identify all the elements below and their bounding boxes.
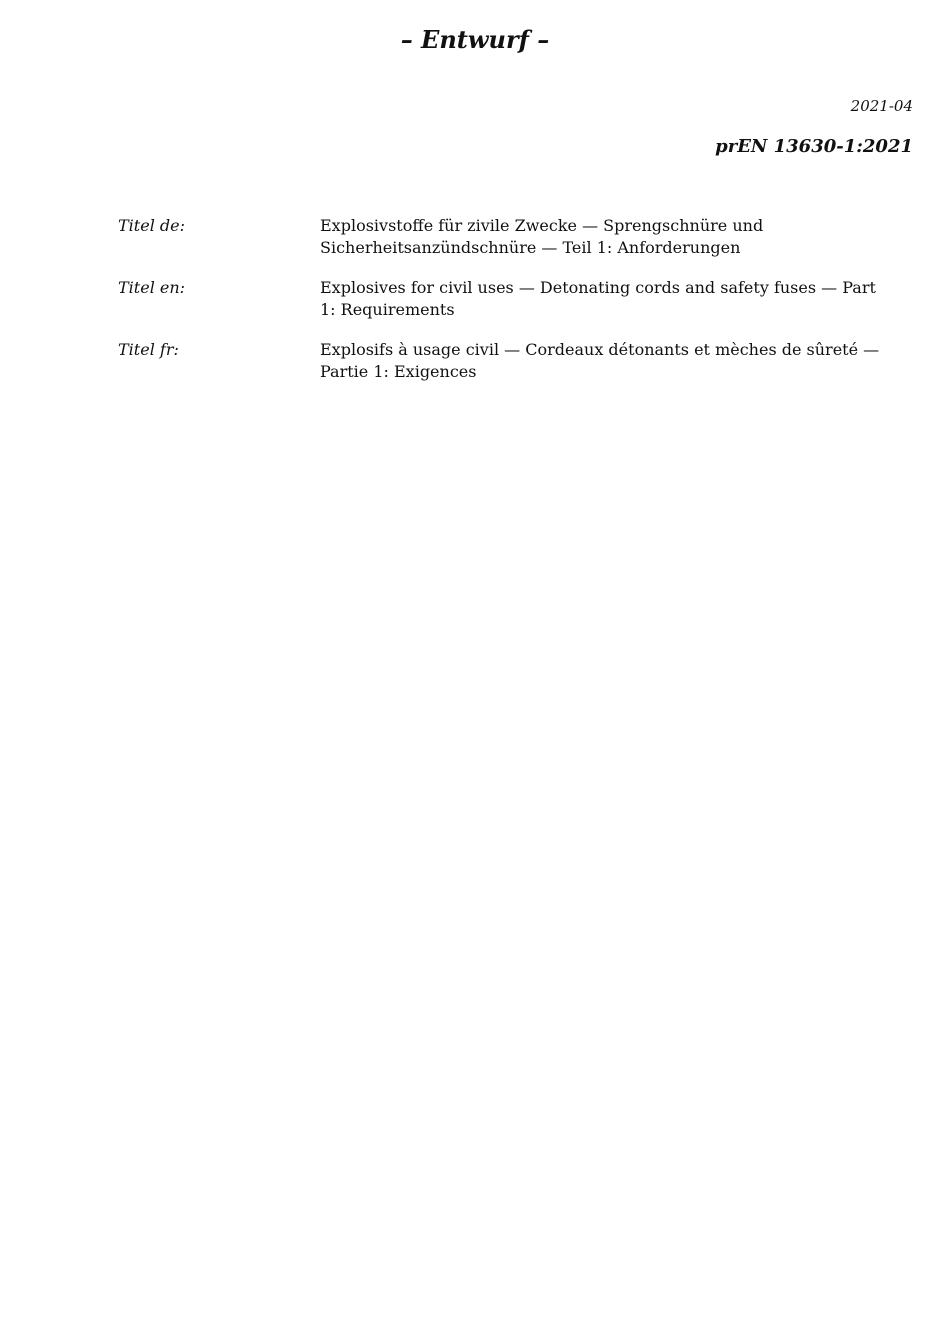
title-row-fr bbox=[118, 339, 893, 383]
title-label-fr: Titel fr: bbox=[118, 340, 179, 359]
title-label-de: Titel de: bbox=[118, 216, 185, 235]
title-row-en bbox=[118, 277, 893, 321]
title-block bbox=[118, 215, 893, 401]
draft-banner: – Entwurf – bbox=[400, 25, 550, 54]
title-text-fr: Explosifs à usage civil — Cordeaux détonants et mèches de sûreté — Partie 1: Exigences bbox=[320, 340, 880, 381]
title-label-en: Titel en: bbox=[118, 278, 186, 297]
title-text-de: Explosivstoffe für zivile Zwecke — Sprengschnüre und Sicherheitsanzündschnüre — Teil 1: Anforderungen bbox=[320, 216, 764, 257]
document-date: 2021-04 bbox=[850, 97, 913, 115]
document-number: prEN 13630-1:2021 bbox=[715, 136, 913, 157]
title-row-de bbox=[118, 215, 893, 259]
title-text-en: Explosives for civil uses — Detonating cords and safety fuses — Part 1: Requirements bbox=[320, 278, 876, 319]
